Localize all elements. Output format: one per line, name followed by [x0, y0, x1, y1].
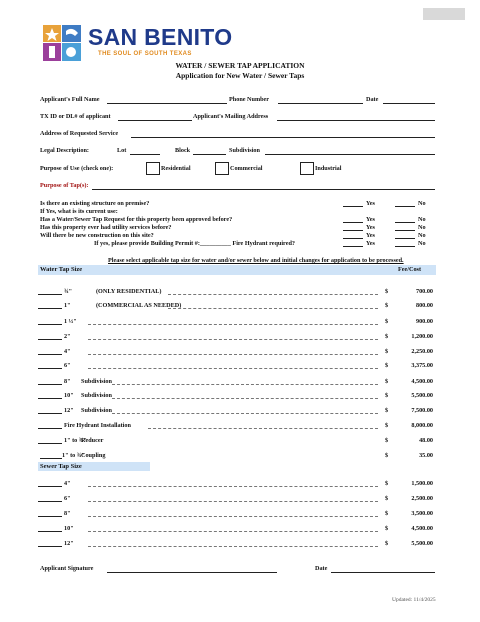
date-label: Date	[366, 96, 379, 103]
tap-description: Subdivision	[81, 378, 112, 385]
yes-blank[interactable]	[343, 230, 363, 231]
brand-tagline: THE SOUL OF SOUTH TEXAS	[98, 51, 192, 57]
phone-field[interactable]	[278, 103, 363, 104]
currency-symbol: $	[385, 362, 389, 369]
corner-box	[423, 8, 465, 20]
updated-date: Updated: 11/4/2025	[392, 597, 436, 603]
commercial-checkbox[interactable]	[215, 162, 229, 175]
fee-amount: 7,500.00	[411, 407, 433, 414]
no-blank[interactable]	[395, 238, 415, 239]
leader-line	[88, 546, 378, 547]
question-approved-before: Has a Water/Sewer Tap Request for this property been approved before?	[40, 216, 233, 223]
tap-size-label: 6"	[64, 362, 71, 369]
footer-date-label: Date	[315, 565, 328, 572]
fee-amount: 3,500.00	[411, 510, 433, 517]
fee-amount: 2,500.00	[411, 495, 433, 502]
tap-size-label: 4"	[64, 348, 71, 355]
tap-size-label: 8"	[64, 378, 71, 385]
form-subtitle: Application for New Water / Sewer Taps	[175, 71, 305, 80]
tap-description: Subdivision	[81, 407, 112, 414]
signature-label: Applicant Signature	[40, 565, 94, 572]
initial-blank[interactable]	[38, 384, 62, 385]
leader-line	[88, 339, 378, 340]
full-name-field[interactable]	[107, 103, 227, 104]
currency-symbol: $	[385, 452, 389, 459]
initial-blank[interactable]	[38, 531, 62, 532]
question-existing-structure: Is there an existing structure on premise?	[40, 200, 150, 207]
no-label: No	[418, 224, 426, 231]
tap-size-label: 10"	[64, 392, 74, 399]
yes-blank[interactable]	[343, 246, 363, 247]
purpose-use-label: Purpose of Use (check one):	[40, 165, 114, 172]
yes-label: Yes	[366, 232, 375, 239]
industrial-label: Industrial	[315, 165, 342, 172]
initial-blank[interactable]	[38, 516, 62, 517]
water-section-title: Water Tap Size	[40, 266, 83, 273]
tap-size-label: 12"	[64, 540, 74, 547]
currency-symbol: $	[385, 318, 389, 325]
tap-size-label: 10"	[64, 525, 74, 532]
leader-line	[88, 501, 378, 502]
phone-label: Phone Number	[229, 96, 270, 103]
currency-symbol: $	[385, 288, 389, 295]
initial-blank[interactable]	[38, 428, 62, 429]
tx-id-label: TX ID or DL# of applicant	[40, 113, 111, 120]
fee-amount: 4,500.00	[411, 525, 433, 532]
tap-size-label: 4"	[64, 480, 71, 487]
currency-symbol: $	[385, 510, 389, 517]
industrial-checkbox[interactable]	[300, 162, 314, 175]
tap-description: (COMMERCIAL AS NEEDED)	[96, 302, 182, 309]
no-blank[interactable]	[395, 246, 415, 247]
initial-blank[interactable]	[38, 308, 62, 309]
initial-blank[interactable]	[38, 368, 62, 369]
no-label: No	[418, 240, 426, 247]
fee-amount: 1,200.00	[411, 333, 433, 340]
initial-blank[interactable]	[38, 294, 62, 295]
fee-amount: 5,500.00	[411, 540, 433, 547]
currency-symbol: $	[385, 378, 389, 385]
tap-size-label: 8"	[64, 510, 71, 517]
service-address-field[interactable]	[131, 137, 435, 138]
fee-header: Fee/Cost	[398, 266, 422, 273]
brand-name: SAN BENITO	[88, 24, 233, 50]
tap-size-label: 2"	[64, 333, 71, 340]
fee-amount: 48.00	[419, 437, 433, 444]
tap-size-label: 1"	[64, 302, 71, 309]
leader-line	[112, 398, 378, 399]
initial-blank[interactable]	[38, 324, 62, 325]
tap-description: Reducer	[81, 437, 104, 444]
no-label: No	[418, 200, 426, 207]
sewer-section-title: Sewer Tap Size	[40, 463, 82, 470]
fee-amount: 35.00	[419, 452, 433, 459]
tap-size-label: ¾"	[64, 288, 73, 295]
currency-symbol: $	[385, 540, 389, 547]
currency-symbol: $	[385, 302, 389, 309]
subdivision-field[interactable]	[265, 154, 435, 155]
currency-symbol: $	[385, 480, 389, 487]
water-section-bar	[38, 265, 436, 275]
legal-label: Legal Description:	[40, 147, 89, 154]
yes-label: Yes	[366, 216, 375, 223]
currency-symbol: $	[385, 348, 389, 355]
residential-label: Residential	[161, 165, 191, 172]
lot-label: Lot	[117, 147, 127, 154]
tap-description: Subdivision	[81, 392, 112, 399]
leader-line	[88, 516, 378, 517]
initial-blank[interactable]	[38, 443, 62, 444]
leader-line	[88, 354, 378, 355]
leader-line	[168, 294, 378, 295]
fee-amount: 5,500.00	[411, 392, 433, 399]
subdivision-label: Subdivision	[229, 147, 260, 154]
tap-description: Coupling	[81, 452, 106, 459]
fee-amount: 1,500.00	[411, 480, 433, 487]
mailing-label: Applicant's Mailing Address	[193, 113, 269, 120]
tx-id-field[interactable]	[118, 120, 192, 121]
leader-line	[148, 428, 378, 429]
instruction-text: Please select applicable tap size for water and/or sewer below and initial changes for application to be processed.	[108, 257, 404, 264]
no-label: No	[418, 216, 426, 223]
no-label: No	[418, 232, 426, 239]
initial-blank[interactable]	[38, 546, 62, 547]
currency-symbol: $	[385, 407, 389, 414]
block-field[interactable]	[193, 154, 226, 155]
yes-label: Yes	[366, 224, 375, 231]
question-permit: If yes, please provide Building Permit #:__________ Fire Hydrant required?	[94, 240, 295, 247]
signature-field[interactable]	[107, 572, 277, 573]
tap-size-label: Fire Hydrant Installation	[64, 422, 131, 429]
tap-size-label: 6"	[64, 495, 71, 502]
tap-size-label: 1" to ¾"	[62, 452, 85, 459]
leader-line	[112, 384, 378, 385]
leader-line	[88, 486, 378, 487]
initial-blank[interactable]	[38, 486, 62, 487]
tap-size-label: 1 ½"	[64, 318, 77, 325]
purpose-tap-label: Purpose of Tap(s):	[40, 182, 89, 189]
purpose-tap-field[interactable]	[92, 189, 435, 190]
form-title: WATER / SEWER TAP APPLICATION	[175, 61, 305, 70]
yes-blank[interactable]	[343, 238, 363, 239]
commercial-label: Commercial	[230, 165, 263, 172]
footer-date-field[interactable]	[331, 572, 435, 573]
fee-amount: 800.00	[415, 302, 433, 309]
fee-amount: 3,375.00	[411, 362, 433, 369]
no-blank[interactable]	[395, 206, 415, 207]
fee-amount: 700.00	[415, 288, 433, 295]
leader-line	[88, 368, 378, 369]
fee-amount: 900.00	[415, 318, 433, 325]
leader-line	[88, 531, 378, 532]
question-new-construction: Will there be new construction on this site?	[40, 232, 154, 239]
initial-blank[interactable]	[38, 398, 62, 399]
tap-size-label: 12"	[64, 407, 74, 414]
mailing-field[interactable]	[277, 120, 435, 121]
leader-line	[168, 308, 378, 309]
full-name-label: Applicant's Full Name	[40, 96, 100, 103]
question-current-use: If Yes, what is its current use:	[40, 208, 118, 215]
initial-blank[interactable]	[40, 458, 62, 459]
date-field[interactable]	[383, 103, 435, 104]
fee-amount: 2,250.00	[411, 348, 433, 355]
leader-line	[88, 324, 378, 325]
residential-checkbox[interactable]	[146, 162, 160, 175]
currency-symbol: $	[385, 333, 389, 340]
fee-amount: 8,000.00	[411, 422, 433, 429]
currency-symbol: $	[385, 422, 389, 429]
no-blank[interactable]	[395, 230, 415, 231]
leader-line	[112, 413, 378, 414]
yes-label: Yes	[366, 200, 375, 207]
service-address-label: Address of Requested Service	[40, 130, 119, 137]
currency-symbol: $	[385, 525, 389, 532]
initial-blank[interactable]	[38, 413, 62, 414]
initial-blank[interactable]	[38, 354, 62, 355]
yes-blank[interactable]	[343, 206, 363, 207]
initial-blank[interactable]	[38, 339, 62, 340]
fee-amount: 4,500.00	[411, 378, 433, 385]
tap-description: (ONLY RESIDENTIAL)	[96, 288, 162, 295]
city-logo-icon	[43, 25, 81, 61]
block-label: Block	[175, 147, 191, 154]
yes-label: Yes	[366, 240, 375, 247]
tap-size-label: 1" to ¾"	[64, 437, 87, 444]
no-blank[interactable]	[395, 222, 415, 223]
currency-symbol: $	[385, 495, 389, 502]
currency-symbol: $	[385, 392, 389, 399]
question-utility-before: Has this property ever had utility services before?	[40, 224, 172, 231]
currency-symbol: $	[385, 437, 389, 444]
lot-field[interactable]	[130, 154, 160, 155]
initial-blank[interactable]	[38, 501, 62, 502]
yes-blank[interactable]	[343, 222, 363, 223]
